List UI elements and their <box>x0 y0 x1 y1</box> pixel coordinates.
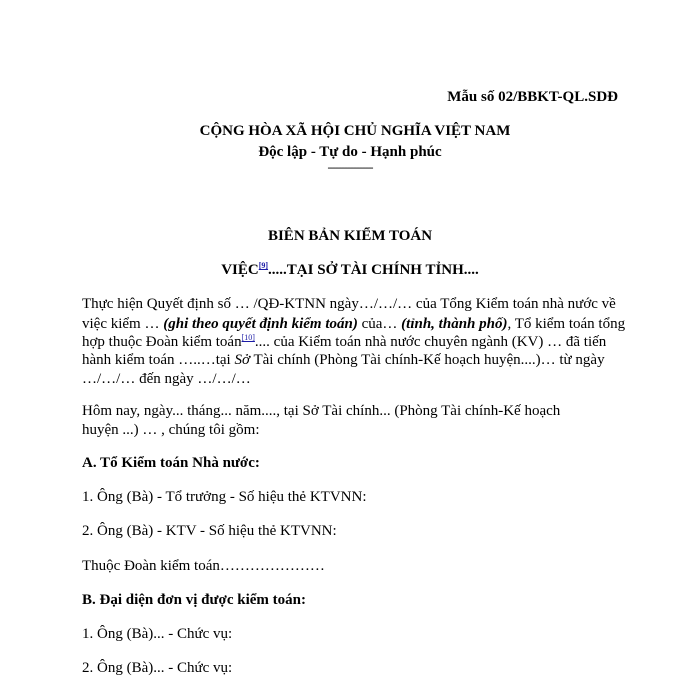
subtitle-suffix: .....TẠI SỞ TÀI CHÍNH TỈNH.... <box>268 262 479 278</box>
section-a-item-1: 1. Ông (Bà) - Tổ trưởng - Số hiệu thẻ KTVNN: <box>82 489 367 505</box>
footnote-link-10[interactable]: [10] <box>241 333 255 342</box>
para1-line1: Thực hiện Quyết định số … /QĐ-KTNN ngày…/…/… của Tổng Kiểm toán nhà nước về <box>82 296 616 312</box>
section-b-heading: B. Đại diện đơn vị được kiểm toán: <box>82 592 306 608</box>
document-subtitle <box>0 262 700 279</box>
para1-line2 <box>82 316 625 333</box>
header-separator: --------------- <box>327 160 373 174</box>
para1-text: việc kiểm … <box>82 316 164 332</box>
para2-line1: Hôm nay, ngày... tháng... năm...., tại Sở Tài chính... (Phòng Tài chính-Kế hoạch <box>82 403 561 419</box>
national-motto: Độc lập - Tự do - Hạnh phúc <box>258 144 442 160</box>
para1-line5: …/…/… đến ngày …/…/… <box>82 371 251 387</box>
section-b-item-1: 1. Ông (Bà)... - Chức vụ: <box>82 626 233 642</box>
audit-team-line: Thuộc Đoàn kiểm toán………………… <box>82 558 325 574</box>
para1-text: , Tổ kiểm toán tổng <box>507 316 626 332</box>
country-name: CỘNG HÒA XÃ HỘI CHỦ NGHĨA VIỆT NAM <box>199 123 511 139</box>
para1-line3 <box>82 334 606 351</box>
para1-line4 <box>82 352 605 369</box>
section-b-item-2: 2. Ông (Bà)... - Chức vụ: <box>82 660 233 676</box>
para1-text: .... của Kiểm toán nhà nước chuyên ngành (KV) … đã tiến <box>254 334 607 350</box>
document-title: BIÊN BẢN KIỂM TOÁN <box>267 228 433 244</box>
section-a-heading: A. Tổ Kiểm toán Nhà nước: <box>82 455 260 471</box>
decision-note: (ghi theo quyết định kiểm toán) <box>163 316 358 332</box>
para1-text: hành kiểm toán …..…tại <box>82 352 235 368</box>
para1-text: của… <box>357 316 402 332</box>
para1-text: Tài chính (Phòng Tài chính-Kế hoạch huyện....)… từ ngày <box>249 352 605 368</box>
section-a-item-2: 2. Ông (Bà) - KTV - Số hiệu thẻ KTVNN: <box>82 523 337 539</box>
subtitle-prefix: VIỆC <box>221 262 259 278</box>
form-code: Mẫu số 02/BBKT-QL.SDĐ <box>447 89 618 105</box>
para2-line2: huyện ...) … , chúng tôi gồm: <box>82 422 260 438</box>
footnote-link-9[interactable]: [9] <box>258 261 269 270</box>
province-note: (tỉnh, thành phố) <box>401 316 508 332</box>
para1-text: hợp thuộc Đoàn kiểm toán <box>82 334 242 350</box>
para1-italic-text: Sở <box>234 352 250 368</box>
